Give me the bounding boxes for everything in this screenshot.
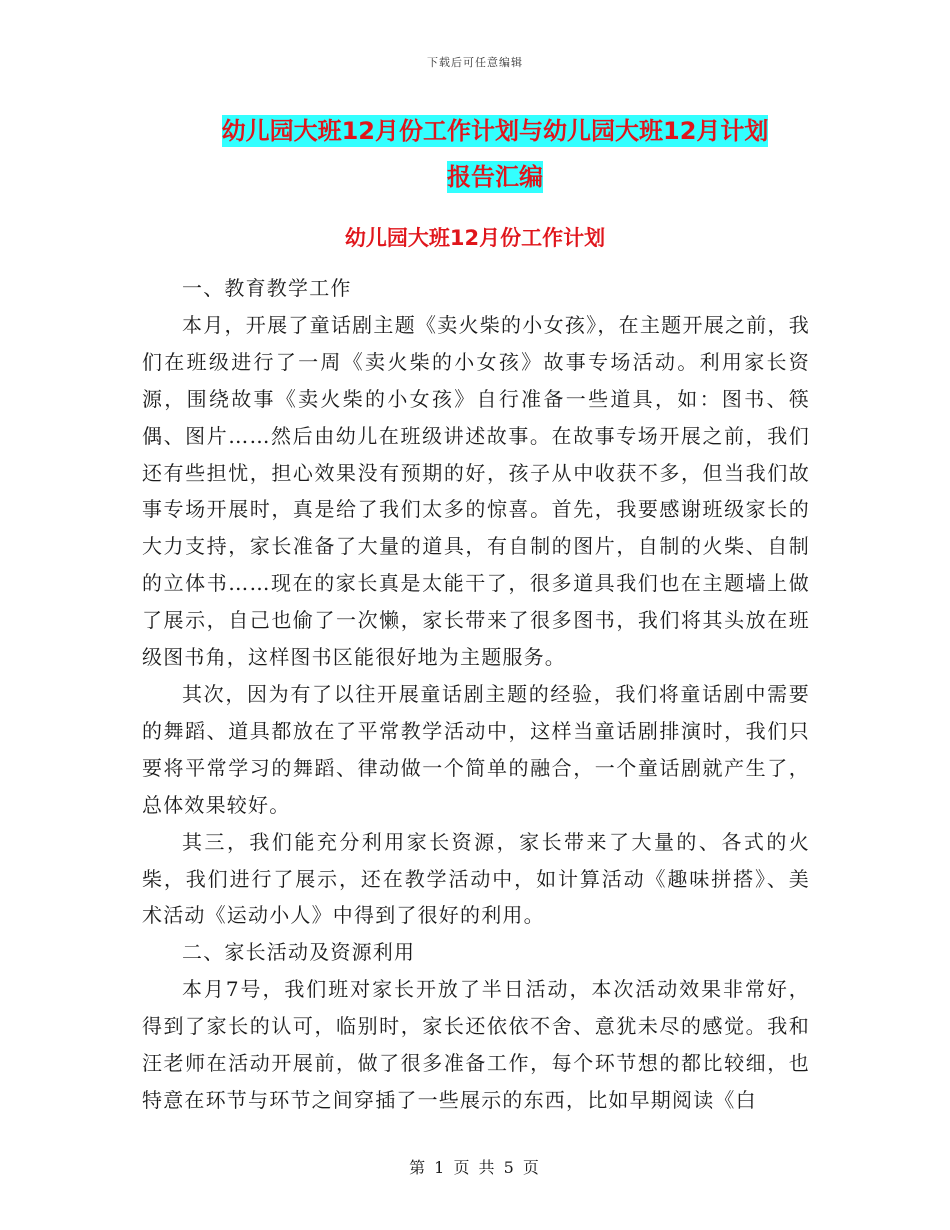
paragraph: 本月，开展了童话剧主题《卖火柴的小女孩》，在主题开展之前，我们在班级进行了一周《卖火柴的小女孩》故事专场活动。利用家长资源，围绕故事《卖火柴的小女孩》自行准备一些道具，如：图书、筷偶、图片……然后由幼儿在班级讲述故事。在故事专场开展之前，我们还有些担忧，担心效果没有预期的好，孩子从中收获不多，但当我们故事专场开展时，真是给了我们太多的惊喜。首先，我要感谢班级家长的大力支持，家长准备了大量的道具，有自制的图片，自制的火柴、自制的立体书……现在的家长真是太能干了，很多道具我们也在主题墙上做了展示，自己也偷了一次懒，家长带来了很多图书，我们将其头放在班级图书角，这样图书区能很好地为主题服务。: [142, 312, 810, 670]
paragraph: 本月7号，我们班对家长开放了半日活动，本次活动效果非常好，得到了家长的认可，临别时，家长还依依不舍、意犹未尽的感觉。我和汪老师在活动开展前，做了很多准备工作，每个环节想的都比较细，也特意在环节与环节之间穿插了一些展示的东西，比如早期阅读《白: [142, 977, 810, 1112]
paragraph: 其三，我们能充分利用家长资源，家长带来了大量的、各式的火柴，我们进行了展示，还在教学活动中，如计算活动《趣味拼搭》、美术活动《运动小人》中得到了很好的利用。: [142, 829, 810, 928]
document-title-line1: 幼儿园大班12月份工作计划与幼儿园大班12月计划: [221, 117, 769, 145]
page-header-note: 下载后可任意编辑: [427, 56, 523, 69]
document-title-line2: 报告汇编: [447, 163, 543, 191]
heading-parent-activities: 二、家长活动及资源利用: [182, 940, 416, 965]
page-number: 第 1 页 共 5 页: [409, 1158, 541, 1177]
section-title: 幼儿园大班12月份工作计划: [344, 226, 606, 250]
paragraph: 其次，因为有了以往开展童话剧主题的经验，我们将童话剧中需要的舞蹈、道具都放在了平常教学活动中，这样当童话剧排演时，我们只要将平常学习的舞蹈、律动做一个简单的融合，一个童话剧就产生了，总体效果较好。: [142, 681, 810, 817]
document-title: [150, 108, 840, 200]
heading-education: 一、教育教学工作: [182, 276, 352, 300]
document-body: [142, 270, 810, 1119]
